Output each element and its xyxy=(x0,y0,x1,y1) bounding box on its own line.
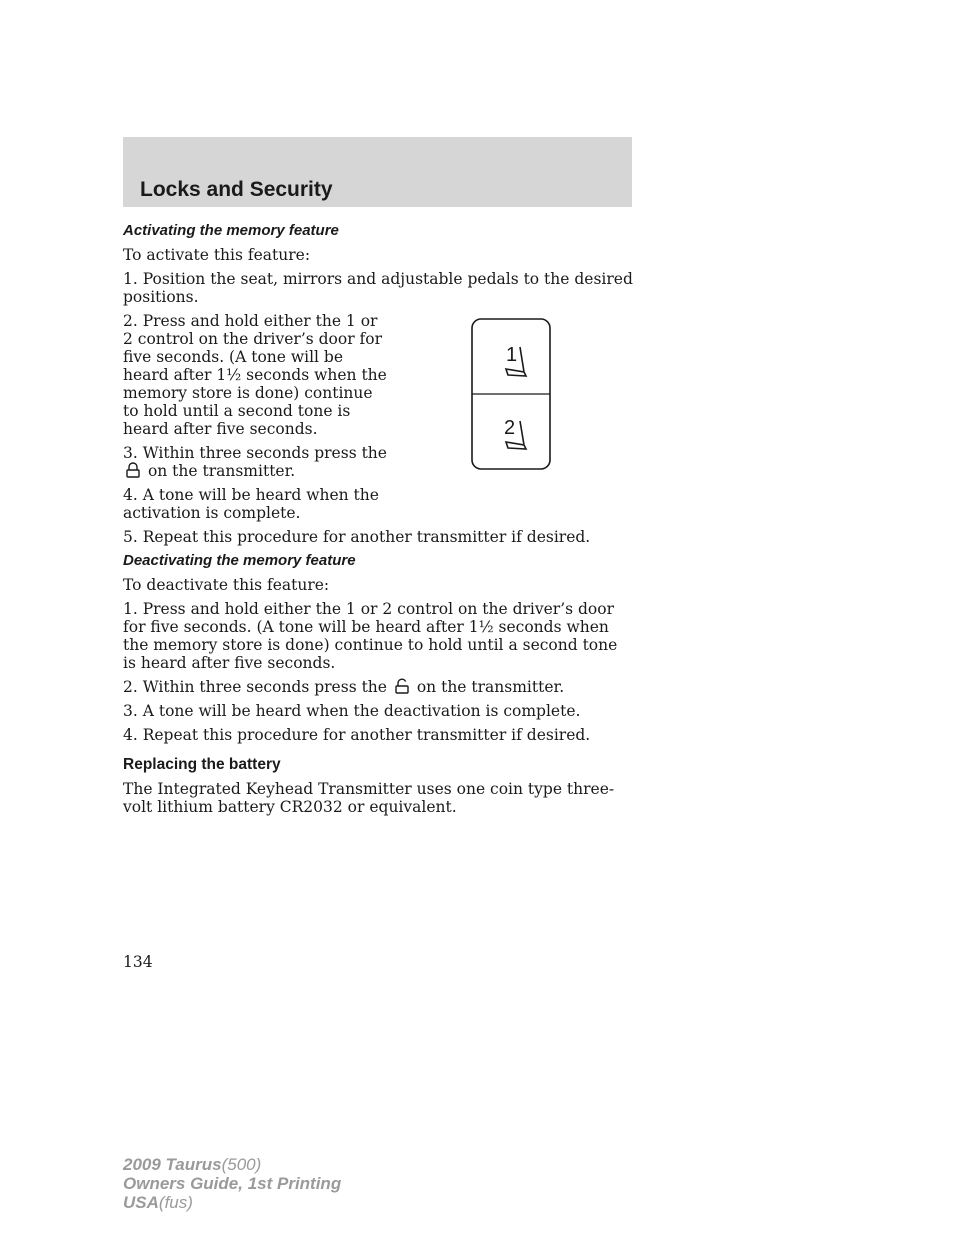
footer-line-2: Owners Guide, 1st Printing xyxy=(123,1174,342,1193)
deactivating-step-2-after: on the transmitter. xyxy=(416,678,565,696)
deactivating-step-2 xyxy=(123,678,633,696)
unlock-icon xyxy=(392,678,412,694)
activating-step-3-before: 3. Within three seconds press the xyxy=(123,444,387,462)
deactivating-intro: To deactivate this feature: xyxy=(123,576,330,594)
section-title: Locks and Security xyxy=(140,178,333,201)
activating-step-5: 5. Repeat this procedure for another transmitter if desired. xyxy=(123,528,591,546)
activating-step-3 xyxy=(123,444,388,480)
footer-line-3: USA(fus) xyxy=(123,1193,193,1212)
battery-heading: Replacing the battery xyxy=(123,756,281,773)
activating-step-4: 4. A tone will be heard when the activation is complete. xyxy=(123,486,379,522)
footer-line-1: 2009 Taurus(500) xyxy=(123,1155,262,1174)
activating-intro: To activate this feature: xyxy=(123,246,311,264)
activating-heading: Activating the memory feature xyxy=(123,222,339,239)
deactivating-step-2-before: 2. Within three seconds press the xyxy=(123,678,387,696)
section-header-band xyxy=(123,137,632,207)
deactivating-step-4: 4. Repeat this procedure for another transmitter if desired. xyxy=(123,726,591,744)
battery-text: The Integrated Keyhead Transmitter uses one coin type three-volt lithium battery CR2032 or equivalent. xyxy=(123,780,615,816)
memory-button-2-label: 2 xyxy=(504,417,516,439)
memory-button-1-label: 1 xyxy=(506,344,518,366)
print-footer xyxy=(123,1155,341,1212)
activating-step-1: 1. Position the seat, mirrors and adjustable pedals to the desired positions. xyxy=(123,270,633,306)
lock-icon xyxy=(123,462,143,478)
activating-step-3-after: on the transmitter. xyxy=(147,462,296,480)
page-content xyxy=(123,222,633,822)
deactivating-heading: Deactivating the memory feature xyxy=(123,552,356,569)
activating-step-2: 2. Press and hold either the 1 or 2 control on the driver’s door for five seconds. (A tone will be heard after 1½ seconds when the memory store is done) continue to hold until a second tone is heard after five seconds. xyxy=(123,312,387,438)
deactivating-step-1: 1. Press and hold either the 1 or 2 control on the driver’s door for five seconds. (A tone will be heard after 1½ seconds when the memory store is done) continue to hold until a second tone is heard after five seconds. xyxy=(123,600,618,672)
deactivating-step-3: 3. A tone will be heard when the deactivation is complete. xyxy=(123,702,581,720)
memory-seat-switch-illustration xyxy=(470,317,552,471)
page-number: 134 xyxy=(123,953,153,971)
